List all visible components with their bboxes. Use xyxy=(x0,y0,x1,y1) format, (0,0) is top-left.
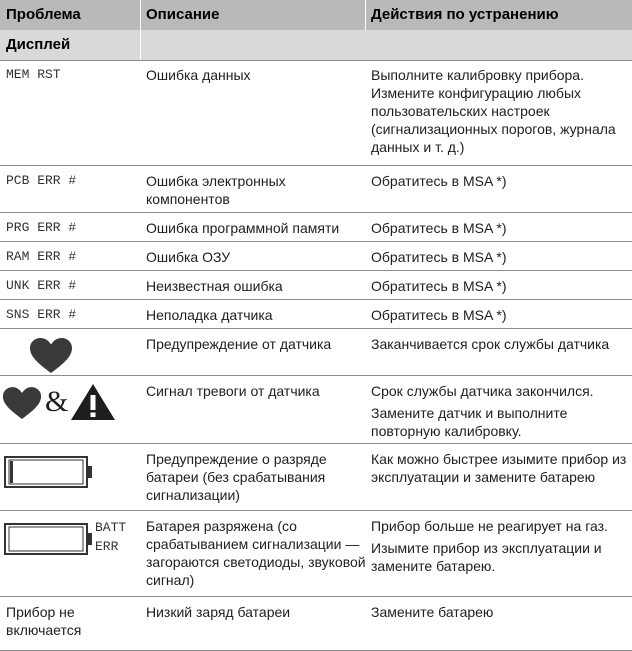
description: Ошибка программной памяти xyxy=(146,220,340,236)
heart-icon xyxy=(2,387,42,420)
table-row xyxy=(0,242,632,271)
header-column-divider xyxy=(365,0,366,30)
problem-code: PRG ERR # xyxy=(6,220,77,235)
action: Обратитесь в MSA *) xyxy=(371,173,507,189)
table-row xyxy=(0,597,632,651)
table-row xyxy=(0,213,632,242)
battery-label-err: ERR xyxy=(95,539,119,554)
description: Неполадка датчика xyxy=(146,307,273,323)
warning-icon xyxy=(70,383,116,421)
header-description: Описание xyxy=(146,6,220,23)
description: Ошибка ОЗУ xyxy=(146,249,231,265)
table-header xyxy=(0,0,632,30)
battery-label-batt: BATT xyxy=(95,520,127,535)
problem-code: PCB ERR # xyxy=(6,173,77,188)
problem-code: RAM ERR # xyxy=(6,249,77,264)
action: Заканчивается срок службы датчика xyxy=(371,336,610,352)
section-title: Дисплей xyxy=(6,36,71,53)
description: Батарея разряжена (со срабатыванием сигнализации — загораются светодиоды, звуковой сигнал) xyxy=(146,518,366,588)
table-row xyxy=(0,444,632,511)
description: Ошибка данных xyxy=(146,67,251,83)
action: Замените батарею xyxy=(371,604,494,620)
action: Обратитесь в MSA *) xyxy=(371,307,507,323)
table-row xyxy=(0,60,632,166)
problem-code: UNK ERR # xyxy=(6,278,77,293)
ampersand: & xyxy=(45,385,69,418)
section-row xyxy=(0,30,632,60)
battery-low-icon xyxy=(4,455,94,489)
table-row xyxy=(0,271,632,300)
action-line-2: Изымите прибор из эксплуатации и замените батарею. xyxy=(371,540,602,574)
header-problem: Проблема xyxy=(6,6,81,23)
action: Как можно быстрее изымите прибор из эксплуатации и замените батарею xyxy=(371,451,627,485)
description: Низкий заряд батареи xyxy=(146,604,291,620)
table-row xyxy=(0,166,632,213)
header-action: Действия по устранению xyxy=(371,6,559,23)
action: Обратитесь в MSA *) xyxy=(371,278,507,294)
action xyxy=(371,511,629,575)
action: Выполните калибровку прибора. Измените конфигурацию любых пользовательских настроек (сигнализационных порогов, журнала данных и т. д.) xyxy=(371,67,616,155)
description: Предупреждение от датчика xyxy=(146,336,332,352)
battery-empty-icon xyxy=(4,522,94,556)
action-line-1: Прибор больше не реагирует на газ. xyxy=(371,518,608,534)
header-column-divider xyxy=(140,0,141,60)
table-row xyxy=(0,300,632,329)
description: Сигнал тревоги от датчика xyxy=(146,383,320,399)
table-row xyxy=(0,329,632,376)
action-line-2: Замените датчик и выполните повторную калибровку. xyxy=(371,405,568,439)
problem-text: Прибор не включается xyxy=(6,604,82,638)
table-row xyxy=(0,511,632,597)
action: Обратитесь в MSA *) xyxy=(371,220,507,236)
action: Обратитесь в MSA *) xyxy=(371,249,507,265)
problem-code: SNS ERR # xyxy=(6,307,77,322)
heart-icon xyxy=(29,338,73,374)
table-row xyxy=(0,376,632,444)
description: Ошибка электронных компонентов xyxy=(146,173,286,207)
description: Предупреждение о разряде батареи (без срабатывания сигнализации) xyxy=(146,451,327,503)
action-line-1: Срок службы датчика закончился. xyxy=(371,383,594,399)
action xyxy=(371,376,629,440)
problem-code: MEM RST xyxy=(6,67,61,82)
description: Неизвестная ошибка xyxy=(146,278,283,294)
